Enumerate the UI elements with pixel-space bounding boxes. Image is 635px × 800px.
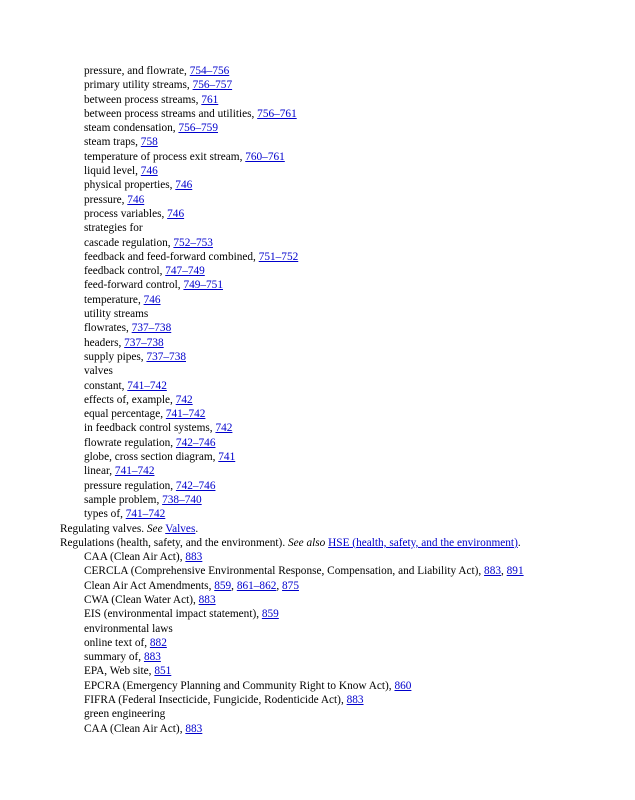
entry-text: effects of, example, [84,393,176,406]
index-subentry [0,564,635,578]
entry-text: Clean Air Act Amendments, [84,579,215,592]
index-subentry [0,164,635,178]
page-reference-link[interactable]: 754–756 [189,65,230,77]
entry-text: strategies for [84,222,143,235]
entry-text: steam traps, [84,136,141,149]
entry-text: . [195,522,199,535]
page-reference-link[interactable]: 751–752 [258,250,299,263]
page-reference-link[interactable]: 760–761 [245,150,285,163]
page-reference-link[interactable]: 737–738 [146,350,186,363]
entry-text: . [517,536,521,549]
entry-text: pressure regulation, [84,479,176,492]
index-subentry [0,407,635,421]
page-reference-link[interactable]: 891 [506,565,524,578]
page-reference-link[interactable]: 860 [394,679,412,692]
index-subentry [0,264,635,278]
page-reference-link[interactable]: 746 [143,293,161,306]
index-subentry [0,64,635,78]
index-subentry [0,550,635,564]
entry-text: green engineering [84,708,166,721]
index-subentry [0,135,635,149]
index-subentry [0,436,635,450]
index-subentry [0,278,635,292]
page-reference-link[interactable]: Valves [165,522,196,535]
entry-text: flowrates, [84,322,132,335]
index-subentry [0,321,635,335]
index-subentry [0,579,635,593]
index-subentry [0,479,635,493]
index-subentry [0,178,635,192]
page-reference-link[interactable]: 746 [167,207,185,220]
entry-text: EPA, Web site, [84,665,155,678]
entry-text: summary of, [84,651,144,664]
entry-text: equal percentage, [84,408,166,421]
page-reference-link[interactable]: 861–862 [236,579,277,592]
entry-text: temperature of process exit stream, [84,150,246,163]
page-reference-link[interactable]: 741 [218,451,236,464]
index-subentry [0,593,635,607]
index-subentry [0,421,635,435]
entry-text: between process streams and utilities, [84,107,258,120]
entry-text: process variables, [84,207,168,220]
entry-text: , [501,565,507,578]
index-subentry [0,93,635,107]
page-reference-link[interactable]: 875 [282,579,299,592]
entry-text: CAA (Clean Air Act), [84,551,186,564]
entry-text: physical properties, [84,179,176,192]
entry-text: Regulating valves. [60,522,147,535]
entry-text: steam condensation, [84,122,179,135]
page-reference-link[interactable]: 746 [175,179,193,192]
entry-text: utility streams [84,308,149,321]
index-subentry [0,693,635,707]
entry-text: CERCLA (Comprehensive Environmental Response, Compensation, and Liability Act), [84,565,485,578]
entry-text: sample problem, [84,493,163,506]
page-reference-link[interactable]: 741–742 [127,379,167,392]
index-subentry [0,393,635,407]
entry-text: pressure, and flowrate, [84,65,190,77]
page-reference-link[interactable]: 742–746 [175,436,216,449]
page-reference-link[interactable]: 738–740 [162,493,202,506]
page-reference-link[interactable]: 883 [346,694,364,707]
entry-text: valves [84,365,113,378]
index-main-entry [0,536,635,550]
entry-text: supply pipes, [84,350,147,363]
index-subentry [0,364,635,378]
page-reference-link[interactable]: 752–753 [173,236,213,249]
page-reference-link[interactable]: 756–761 [257,107,297,120]
entry-text: EIS (environmental impact statement), [84,608,262,621]
index-subentry [0,307,635,321]
page-reference-link[interactable]: 741–742 [165,408,206,421]
page-reference-link[interactable]: 742 [215,422,233,435]
entry-text: temperature, [84,293,144,306]
page-reference-link[interactable]: 746 [140,165,158,178]
page-reference-link[interactable]: 746 [127,193,145,206]
index-subentry [0,650,635,664]
page-reference-link[interactable]: HSE (health, safety, and the environment) [328,536,518,549]
entry-text: cascade regulation, [84,236,174,249]
entry-text: feed-forward control, [84,279,184,292]
entry-text: types of, [84,508,126,521]
entry-text: liquid level, [84,165,141,178]
index-subentry [0,221,635,235]
entry-text: pressure, [84,193,128,206]
index-subentry [0,493,635,507]
entry-text: feedback and feed-forward combined, [84,250,259,263]
index-subentry [0,150,635,164]
page-reference-link[interactable]: 883 [198,593,216,606]
entry-text: linear, [84,465,115,478]
index-entry-list [0,64,635,736]
index-subentry [0,450,635,464]
page-reference-link[interactable]: 883 [185,551,203,564]
entry-text: Regulations (health, safety, and the environment). [60,536,288,549]
index-subentry [0,664,635,678]
index-subentry [0,679,635,693]
entry-text: CWA (Clean Water Act), [84,593,199,606]
entry-text: online text of, [84,636,150,649]
index-subentry [0,607,635,621]
page-reference-link[interactable]: 741–742 [125,508,166,521]
index-subentry [0,464,635,478]
index-subentry [0,236,635,250]
page-reference-link[interactable]: 737–738 [124,336,164,349]
entry-text: flowrate regulation, [84,436,176,449]
index-subentry [0,707,635,721]
page-reference-link[interactable]: 749–751 [183,279,223,292]
entry-text: constant, [84,379,128,392]
page-reference-link[interactable]: 859 [261,608,279,621]
page-reference-link[interactable]: 882 [149,636,167,649]
page-reference-link[interactable]: 741–742 [114,465,155,478]
cross-reference-label: See also [287,536,326,549]
entry-text: , [231,579,237,592]
index-subentry [0,250,635,264]
entry-text: environmental laws [84,622,173,635]
page-reference-link[interactable]: 761 [201,93,219,106]
index-main-entry [0,522,635,536]
entry-text: between process streams, [84,93,202,106]
page-reference-link[interactable]: 851 [154,665,172,678]
entry-text: FIFRA (Federal Insecticide, Fungicide, Rodenticide Act), [84,694,347,707]
page-reference-link[interactable]: 758 [140,136,158,149]
entry-text: primary utility streams, [84,79,193,92]
page-reference-link[interactable]: 859 [214,579,232,592]
index-subentry [0,193,635,207]
entry-text: , [276,579,283,592]
index-subentry [0,722,635,736]
page-reference-link[interactable]: 737–738 [131,322,172,335]
index-subentry [0,636,635,650]
page-reference-link[interactable]: 747–749 [165,265,205,278]
index-subentry [0,293,635,307]
entry-text: headers, [84,336,125,349]
page-reference-link[interactable]: 756–757 [192,79,233,92]
entry-text: in feedback control systems, [84,422,216,435]
index-subentry [0,207,635,221]
page-reference-link[interactable]: 756–759 [178,122,218,135]
entry-text: globe, cross section diagram, [84,451,219,464]
page-reference-link[interactable]: 883 [143,651,161,664]
index-subentry [0,336,635,350]
index-subentry [0,121,635,135]
index-subentry [0,78,635,92]
index-subentry [0,107,635,121]
index-subentry [0,350,635,364]
page-reference-link[interactable]: 883 [484,565,501,578]
page-reference-link[interactable]: 883 [185,722,203,735]
index-subentry [0,507,635,521]
index-subentry [0,622,635,636]
entry-text: EPCRA (Emergency Planning and Community Right to Know Act), [84,679,395,692]
entry-text: feedback control, [84,265,166,278]
page-reference-link[interactable]: 742 [175,393,193,406]
index-subentry [0,379,635,393]
entry-text: CAA (Clean Air Act), [84,722,186,735]
cross-reference-label: See [146,522,163,535]
page-reference-link[interactable]: 742–746 [175,479,216,492]
